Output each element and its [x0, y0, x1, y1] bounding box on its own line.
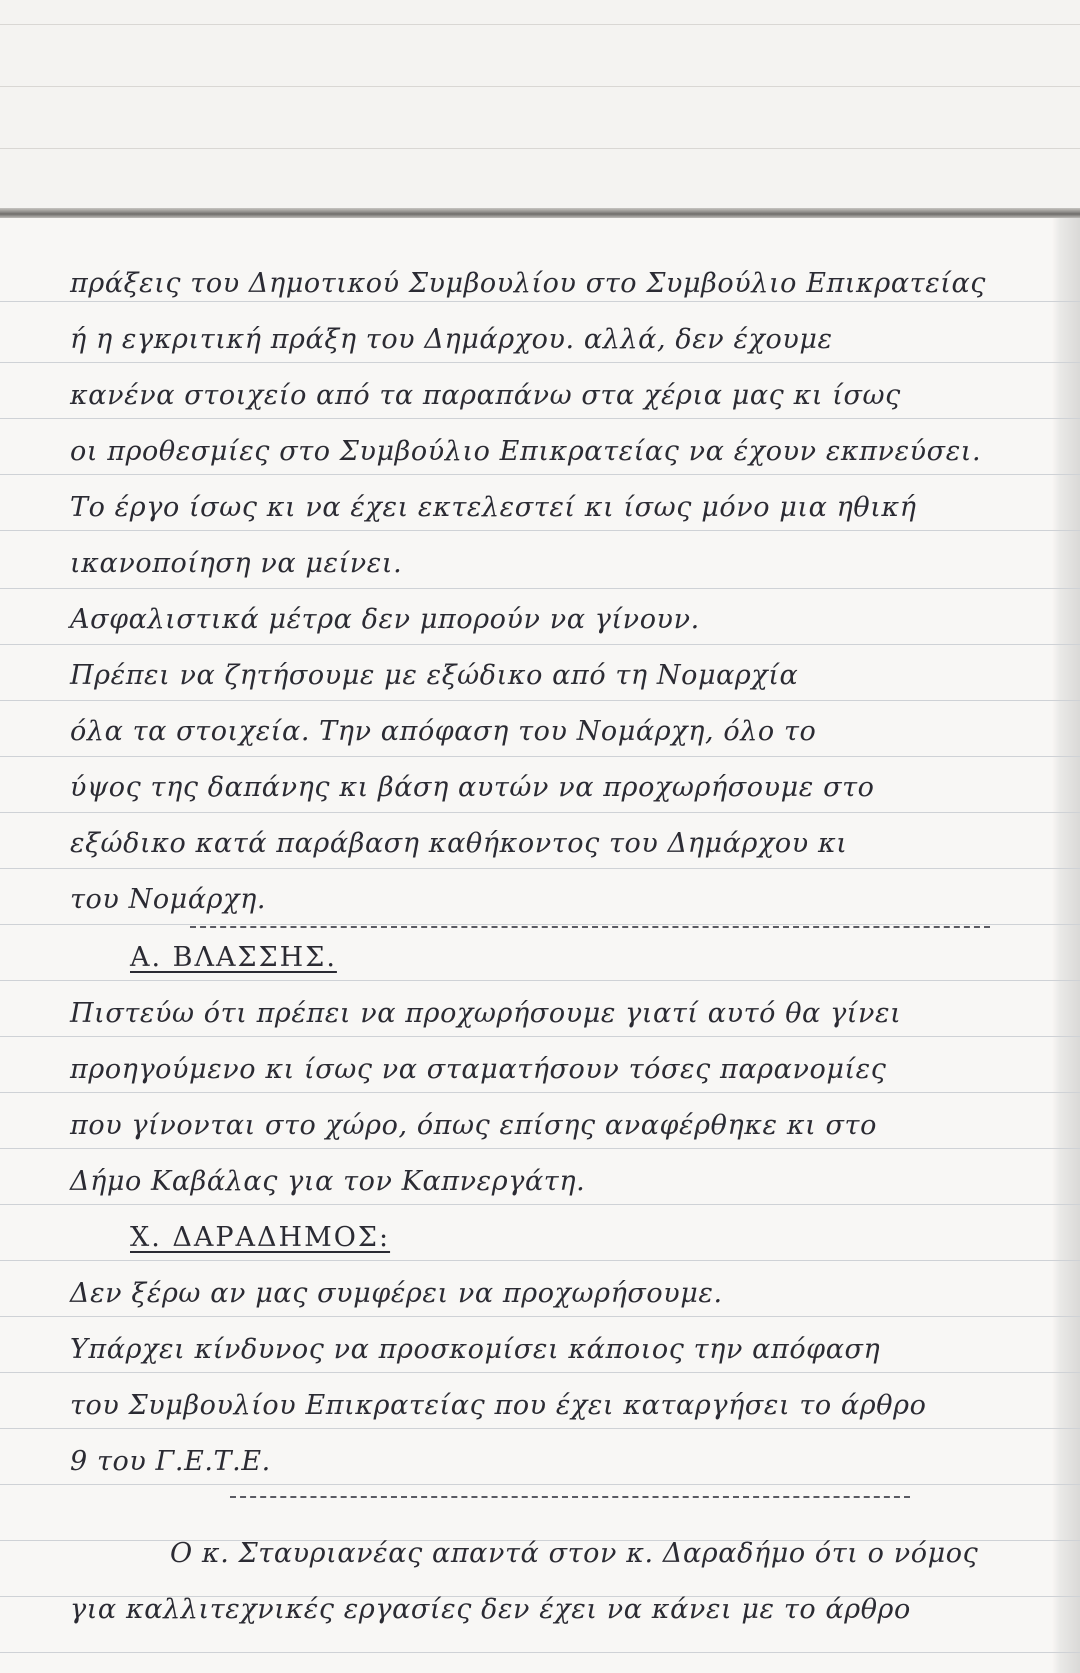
- ruled-line: [0, 418, 1080, 419]
- text-line: εξώδικο κατά παράβαση καθήκοντος του Δημάρχου κι: [70, 828, 848, 859]
- text-line: Ασφαλιστικά μέτρα δεν μπορούν να γίνουν.: [70, 604, 700, 635]
- ruled-line: [0, 1260, 1080, 1261]
- ruled-line: [0, 474, 1080, 475]
- text-line: που γίνονται στο χώρο, όπως επίσης αναφέρθηκε κι στο: [70, 1110, 877, 1141]
- ruled-line: [0, 1484, 1080, 1485]
- speaker-name: Α. ΒΛΑΣΣΗΣ.: [130, 942, 337, 973]
- ruled-line: [0, 588, 1080, 589]
- ruled-line: [0, 756, 1080, 757]
- ruled-line: [0, 530, 1080, 531]
- text-line: Υπάρχει κίνδυνος να προσκομίσει κάποιος την απόφαση: [70, 1334, 881, 1365]
- text-line: Πιστεύω ότι πρέπει να προχωρήσουμε γιατί αυτό θα γίνει: [70, 998, 902, 1029]
- text-line: Δήμο Καβάλας για τον Καπνεργάτη.: [70, 1166, 586, 1197]
- separator-dashes: [190, 926, 990, 928]
- ruled-line: [0, 301, 1080, 302]
- speaker-name: Χ. ΔΑΡΑΔΗΜΟΣ:: [130, 1222, 391, 1253]
- text-line: 9 του Γ.Ε.Τ.Ε.: [70, 1446, 271, 1477]
- ruled-line: [0, 86, 1080, 87]
- text-line: Το έργο ίσως κι να έχει εκτελεστεί κι ίσως μόνο μια ηθική: [70, 492, 917, 523]
- previous-page-strip: [0, 0, 1080, 212]
- text-line: οι προθεσμίες στο Συμβούλιο Επικρατείας να έχουν εκπνεύσει.: [70, 436, 982, 467]
- ruled-line: [0, 1652, 1080, 1653]
- ruled-line: [0, 1204, 1080, 1205]
- text-line: κανένα στοιχείο από τα παραπάνω στα χέρια μας κι ίσως: [70, 380, 901, 411]
- ruled-line: [0, 1372, 1080, 1373]
- text-line: του Νομάρχη.: [70, 884, 267, 915]
- ruled-line: [0, 1092, 1080, 1093]
- ruled-line: [0, 924, 1080, 925]
- ruled-line: [0, 868, 1080, 869]
- ruled-line: [0, 812, 1080, 813]
- text-line: ύψος της δαπάνης κι βάση αυτών να προχωρήσουμε στο: [70, 772, 875, 803]
- ruled-line: [0, 644, 1080, 645]
- text-line: Δεν ξέρω αν μας συμφέρει να προχωρήσουμε.: [70, 1278, 723, 1309]
- ruled-line: [0, 980, 1080, 981]
- ruled-line: [0, 148, 1080, 149]
- text-line: ικανοποίηση να μείνει.: [70, 548, 403, 579]
- ruled-line: [0, 362, 1080, 363]
- ruled-line: [0, 1428, 1080, 1429]
- text-line: Ο κ. Σταυριανέας απαντά στον κ. Δαραδήμο ότι ο νόμος: [170, 1538, 979, 1569]
- text-line: Πρέπει να ζητήσουμε με εξώδικο από τη Νομαρχία: [70, 660, 799, 691]
- text-line: πράξεις του Δημοτικού Συμβουλίου στο Συμβούλιο Επικρατείας: [70, 268, 987, 299]
- ruled-line: [0, 1316, 1080, 1317]
- ruled-line: [0, 1036, 1080, 1037]
- ruled-line: [0, 1148, 1080, 1149]
- ruled-line: [0, 24, 1080, 25]
- separator-dashes: [230, 1496, 910, 1498]
- text-line: του Συμβουλίου Επικρατείας που έχει καταργήσει το άρθρο: [70, 1390, 927, 1421]
- text-line: για καλλιτεχνικές εργασίες δεν έχει να κάνει με το άρθρο: [70, 1594, 911, 1625]
- text-line: προηγούμενο κι ίσως να σταματήσουν τόσες παρανομίες: [70, 1054, 887, 1085]
- text-line: ή η εγκριτική πράξη του Δημάρχου. αλλά, δεν έχουμε: [70, 324, 833, 355]
- binding-edge: [0, 208, 1080, 218]
- text-line: όλα τα στοιχεία. Την απόφαση του Νομάρχη, όλο το: [70, 716, 817, 747]
- ruled-line: [0, 700, 1080, 701]
